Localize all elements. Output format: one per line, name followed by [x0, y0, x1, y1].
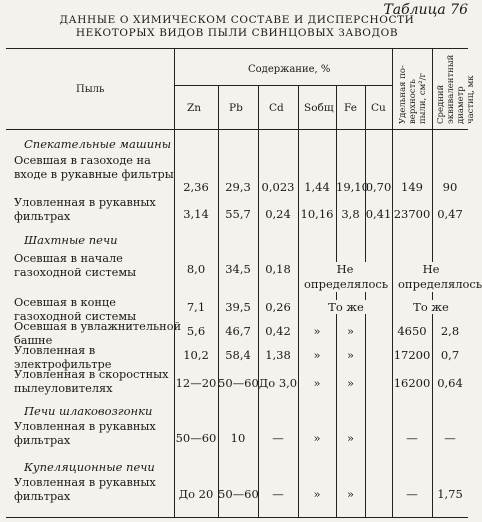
row-7-surface: 16200 — [393, 376, 431, 390]
header-fe: Fe — [344, 102, 357, 114]
row-1-fe: 19,10 — [336, 180, 369, 194]
rule-bottom — [6, 517, 468, 518]
row-8-name: Уловленная в рукавных фильтрах — [14, 420, 156, 447]
row-8-cd: — — [272, 431, 284, 445]
header-zn: Zn — [187, 102, 202, 114]
row-4-zn: 7,1 — [186, 300, 206, 314]
header-diameter: Средний эквивалентный диаметр частиц, мк — [436, 54, 476, 124]
row-2-fe: 3,8 — [341, 207, 360, 221]
section-shaft: Шахтные печи — [24, 233, 118, 247]
row-2-name: Уловленная в рукавных фильтрах — [14, 196, 156, 223]
row-3-cd: 0,18 — [265, 262, 291, 276]
row-2-s: 10,16 — [300, 207, 334, 221]
vrule-7 — [392, 48, 393, 518]
row-6-s: » — [313, 348, 321, 362]
row-4-cd: 0,26 — [265, 300, 291, 314]
row-8-surface: — — [406, 431, 418, 445]
header-surface: Удельная по- верхность пыли, см²/г — [398, 65, 428, 124]
row-9-pb: 50—60 — [218, 487, 259, 501]
row-9-surface: — — [406, 487, 418, 501]
title-line-1: ДАННЫЕ О ХИМИЧЕСКОМ СОСТАВЕ И ДИСПЕРСНОСТИ — [59, 14, 415, 26]
row-6-cd: 1,38 — [265, 348, 291, 362]
row-6-name: Уловленная в электрофильтре — [14, 344, 112, 371]
table-title — [0, 14, 474, 40]
row-4-name: Осевшая в конце газоходной системы — [14, 296, 137, 323]
row-6-fe: » — [346, 348, 355, 362]
rule-content-sub — [174, 85, 392, 86]
row-9-fe: » — [346, 487, 355, 501]
row-6-diameter: 0,7 — [440, 348, 460, 362]
row-5-surface: 4650 — [397, 324, 427, 338]
title-line-2: НЕКОТОРЫХ ВИДОВ ПЫЛИ СВИНЦОВЫХ ЗАВОДОВ — [75, 27, 399, 39]
row-3-merged-composition: Не определялось — [304, 262, 389, 291]
row-6-pb: 58,4 — [225, 348, 251, 362]
row-7-cd: До 3,0 — [258, 376, 298, 390]
row-7-fe: » — [346, 376, 355, 390]
row-1-s: 1,44 — [304, 180, 330, 194]
row-8-diameter: — — [444, 431, 456, 445]
header-pb: Pb — [229, 102, 243, 114]
vrule-4 — [298, 85, 299, 518]
row-2-pb: 55,7 — [225, 207, 251, 221]
table-number: Таблица 76 — [383, 2, 468, 18]
section-cupel: Купеляционные печи — [24, 460, 155, 474]
header-cu: Cu — [371, 102, 386, 114]
row-3-name: Осевшая в начале газоходной системы — [14, 252, 137, 279]
row-5-zn: 5,6 — [186, 324, 206, 338]
row-4-pb: 39,5 — [225, 300, 251, 314]
section-slag: Печи шлаковозгонки — [24, 404, 153, 418]
row-2-diameter: 0,47 — [437, 207, 463, 221]
header-cd: Cd — [269, 102, 284, 114]
row-1-zn: 2,36 — [183, 180, 209, 194]
row-3-zn: 8,0 — [186, 262, 206, 276]
row-1-cd: 0,023 — [261, 180, 295, 194]
row-6-surface: 17200 — [393, 348, 431, 362]
row-7-name: Уловленная в скоростных пылеуловителях — [14, 368, 169, 395]
section-sinter: Спекательные машины — [24, 137, 172, 151]
row-5-s: » — [313, 324, 321, 338]
header-dust: Пыль — [76, 84, 105, 95]
row-7-pb: 50—60 — [218, 376, 259, 390]
row-5-fe: » — [346, 324, 355, 338]
header-s: Sобщ — [304, 102, 334, 114]
row-5-name: Осевшая в увлажнительной башне — [14, 320, 182, 347]
row-7-diameter: 0,64 — [437, 376, 463, 390]
row-7-zn: 12—20 — [175, 376, 217, 390]
row-9-name: Уловленная в рукавных фильтрах — [14, 476, 156, 503]
row-8-zn: 50—60 — [175, 431, 217, 445]
row-4-merged-dispersity: То же — [398, 300, 464, 314]
row-3-merged-dispersity: Не определялось — [398, 262, 482, 291]
row-6-zn: 10,2 — [183, 348, 209, 362]
rule-header — [6, 129, 468, 130]
row-2-cu: 0,41 — [365, 207, 392, 221]
row-7-s: » — [313, 376, 321, 390]
data-table — [6, 48, 482, 518]
row-1-pb: 29,3 — [225, 180, 251, 194]
row-1-name: Осевшая в газоходе на входе в рукавные фильтры — [14, 154, 174, 181]
row-9-s: » — [313, 487, 321, 501]
row-1-cu: 0,70 — [365, 180, 392, 194]
row-1-surface: 149 — [401, 180, 423, 194]
row-3-pb: 34,5 — [225, 262, 251, 276]
row-2-surface: 23700 — [393, 207, 431, 221]
row-9-diameter: 1,75 — [437, 487, 463, 501]
row-2-cd: 0,24 — [265, 207, 291, 221]
rule-top — [6, 48, 468, 49]
row-5-pb: 46,7 — [225, 324, 251, 338]
row-8-fe: » — [346, 431, 355, 445]
row-5-diameter: 2,8 — [440, 324, 460, 338]
row-8-pb: 10 — [230, 431, 246, 445]
row-8-s: » — [313, 431, 321, 445]
header-content: Содержание, % — [248, 64, 331, 75]
row-9-cd: — — [272, 487, 284, 501]
row-9-zn: До 20 — [178, 487, 214, 501]
row-1-diameter: 90 — [442, 180, 458, 194]
row-5-cd: 0,42 — [265, 324, 291, 338]
row-4-merged-composition: То же — [306, 300, 386, 314]
row-2-zn: 3,14 — [183, 207, 209, 221]
